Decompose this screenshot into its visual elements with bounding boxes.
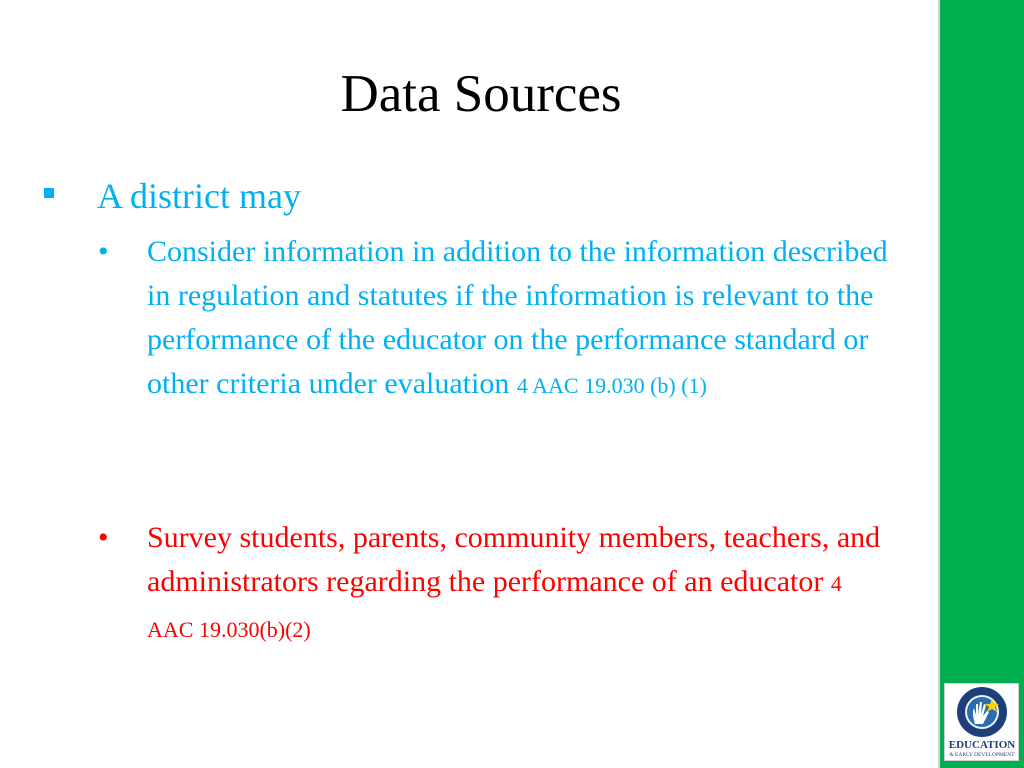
regulation-citation: 4 AAC 19.030 (b) (1) [516,373,707,398]
sub-bullet-text [147,230,892,408]
svg-text:& EARLY DEVELOPMENT: & EARLY DEVELOPMENT [949,752,1015,758]
sub-bullet-body: Consider information in addition to the information described in regulation and statutes if the information is relevant to the performance of the educator on the performance standard or other criteria under evaluation [147,235,888,400]
education-department-logo [944,683,1019,761]
seal-icon [945,684,1020,762]
slide-title: Data Sources [340,65,622,123]
square-bullet-icon [44,188,54,198]
sub-bullet-body: Survey students, parents, community members, teachers, and administrators regarding the performance of an educator [147,521,881,598]
sub-bullet-text [147,516,892,652]
svg-text:EDUCATION: EDUCATION [948,739,1016,751]
regulation-citation: 4 AAC 19.030(b)(2) [147,571,842,642]
bullet-dot-icon: • [98,521,109,554]
bullet-text: A district may [97,176,301,216]
bullet-dot-icon: • [98,235,109,268]
